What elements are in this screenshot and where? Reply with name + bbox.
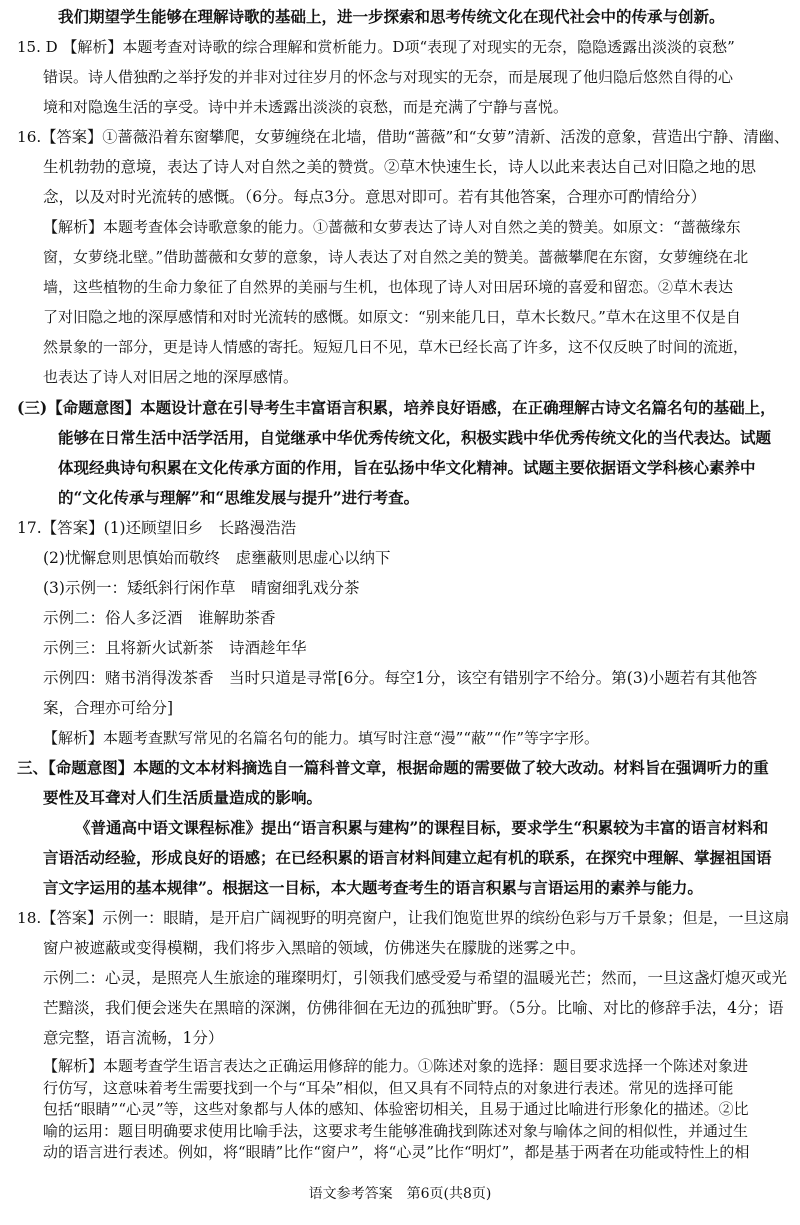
q18-analysis-line: 动的语言进行表述。例如，将“眼睛”比作“窗户”，将“心灵”比作“明灯”，都是基于两者在功能或特性上的相 <box>43 1143 750 1161</box>
q15-line: 15. D 【解析】本题考查对诗歌的综合理解和赏析能力。D项“表现了对现实的无奈，隐隐透露出淡淡的哀愁” <box>17 38 735 56</box>
q16-analysis-line: 也表达了诗人对旧居之地的深厚感情。 <box>43 368 299 386</box>
section-three-line: 《普通高中语文课程标准》提出“语言积累与建构”的课程目标，要求学生“积累较为丰富的语言材料和 <box>75 818 769 837</box>
q17-analysis: 【解析】本题考查默写常见的名篇名句的能力。填写时注意“漫”“蔽”“作”等字字形。 <box>43 729 600 747</box>
q17-line: 案，合理亦可给分] <box>43 699 174 717</box>
q15-line: 境和对隐逸生活的享受。诗中并未透露出淡淡的哀愁，而是充满了宁静与喜悦。 <box>43 98 569 116</box>
q18-analysis-line: 包括“眼睛”“心灵”等，这些对象都与人体的感知、体验密切相关，且易于通过比喻进行形象化的描述。②比 <box>43 1100 749 1118</box>
section-three-line: 三、【命题意图】本题的文本材料摘选自一篇科普文章，根据命题的需要做了较大改动。材料旨在强调听力的重 <box>17 758 769 777</box>
q17-line: 17.【答案】(1)还顾望旧乡 长路漫浩浩 <box>17 519 297 537</box>
section3-line: 的“文化传承与理解”和“思维发展与提升”进行考查。 <box>58 488 420 507</box>
section3-line: 体现经典诗句积累在文化传承方面的作用，旨在弘扬中华文化精神。试题主要依据语文学科核心素养中 <box>58 458 756 477</box>
q17-line: 示例三：且将新火试新茶 诗酒趁年华 <box>43 639 307 657</box>
q18-answer-line: 18.【答案】示例一：眼睛，是开启广阔视野的明亮窗户，让我们饱览世界的缤纷色彩与万千景象；但是，一旦这扇 <box>17 909 790 927</box>
section-three-line: 要性及耳聋对人们生活质量造成的影响。 <box>43 788 323 807</box>
q18-answer-line: 意完整，语言流畅，1分） <box>43 1029 224 1047</box>
q16-analysis-line: 了对旧隐之地的深厚感情和对时光流转的感慨。如原文：“别来能几日，草木长数尺。”草木在这里不仅是自 <box>43 308 741 326</box>
section3-line: (三)【命题意图】本题设计意在引导考生丰富语言积累，培养良好语感，在正确理解古诗文名篇名句的基础上， <box>17 398 776 417</box>
q15-line: 错误。诗人借独酌之举抒发的并非对过往岁月的怀念与对现实的无奈，而是展现了他归隐后悠然自得的心 <box>43 68 734 86</box>
q18-analysis-line: 【解析】本题考查学生语言表达之正确运用修辞的能力。①陈述对象的选择：题目要求选择一个陈述对象进 <box>43 1057 749 1075</box>
q18-answer-line: 窗户被遮蔽或变得模糊，我们将步入黑暗的领域，仿佛迷失在朦胧的迷雾之中。 <box>43 939 586 957</box>
q16-analysis-line: 然景象的一部分，更是诗人情感的寄托。短短几日不见，草木已经长高了许多，这不仅反映了时间的流逝， <box>43 338 749 356</box>
q16-answer-line: 16.【答案】①蔷薇沿着东窗攀爬，女萝缠绕在北墙，借助“蔷薇”和“女萝”清新、活泼的意象，营造出宁静、清幽、 <box>17 128 790 146</box>
q18-analysis-line: 行仿写，这意味着考生需要找到一个与“耳朵”相似，但又具有不同特点的对象进行表述。常见的选择可能 <box>43 1078 734 1097</box>
q16-answer-line: 念，以及对时光流转的感慨。（6分。每点3分。意思对即可。若有其他答案，合理亦可酌情给分） <box>43 188 706 206</box>
q17-line: 示例四：赌书消得泼茶香 当时只道是寻常[6分。每空1分，该空有错别字不给分。第(3)小题若有其他答 <box>43 669 758 687</box>
section-three-line: 言语活动经验，形成良好的语感；在已经积累的语言材料间建立起有机的联系，在探究中理解、掌握祖国语 <box>43 848 772 867</box>
q16-analysis-line: 窗，女萝绕北壁。”借助蔷薇和女萝的意象，诗人表达了对自然之美的赞美。蔷薇攀爬在东窗，女萝缠绕在北 <box>43 248 749 266</box>
section-three-line: 言文字运用的基本规律”。根据这一目标，本大题考查考生的语言积累与言语运用的素养与能力。 <box>43 878 703 897</box>
q16-answer-line: 生机勃勃的意境，表达了诗人对自然之美的赞赏。②草木快速生长，诗人以此来表达自己对旧隐之地的思 <box>43 158 757 176</box>
q16-analysis-line: 【解析】本题考查体会诗歌意象的能力。①蔷薇和女萝表达了诗人对自然之美的赞美。如原文：“蔷薇缘东 <box>43 218 741 236</box>
q17-line: 示例二：俗人多泛酒 谁解助茶香 <box>43 609 276 627</box>
q16-analysis-line: 墙，这些植物的生命力象征了自然界的美丽与生机，也体现了诗人对田居环境的喜爱和留恋。②草木表达 <box>43 278 734 296</box>
q18-answer-line: 示例二：心灵，是照亮人生旅途的璀璨明灯，引领我们感受爱与希望的温暖光芒；然而，一旦这盏灯熄灭或光 <box>43 969 788 987</box>
q17-line: (3)示例一：矮纸斜行闲作草 晴窗细乳戏分茶 <box>43 579 360 597</box>
q18-analysis-line: 喻的运用：题目明确要求使用比喻手法，这要求考生能够准确找到陈述对象与喻体之间的相似性，并通过生 <box>43 1121 749 1140</box>
intro-last-line: 我们期望学生能够在理解诗歌的基础上，进一步探索和思考传统文化在现代社会中的传承与创新。 <box>58 7 725 26</box>
q17-line: (2)忧懈怠则思慎始而敬终 虑壅蔽则思虚心以纳下 <box>43 549 391 567</box>
section3-line: 能够在日常生活中活学活用，自觉继承中华优秀传统文化，积极实践中华优秀传统文化的当代表达。试题 <box>58 428 772 447</box>
q18-answer-line: 芒黯淡，我们便会迷失在黑暗的深渊，仿佛徘徊在无边的孤独旷野。（5分。比喻、对比的修辞手法，4分；语 <box>43 999 784 1017</box>
page-footer: 语文参考答案 第6页(共8页) <box>308 1186 492 1202</box>
